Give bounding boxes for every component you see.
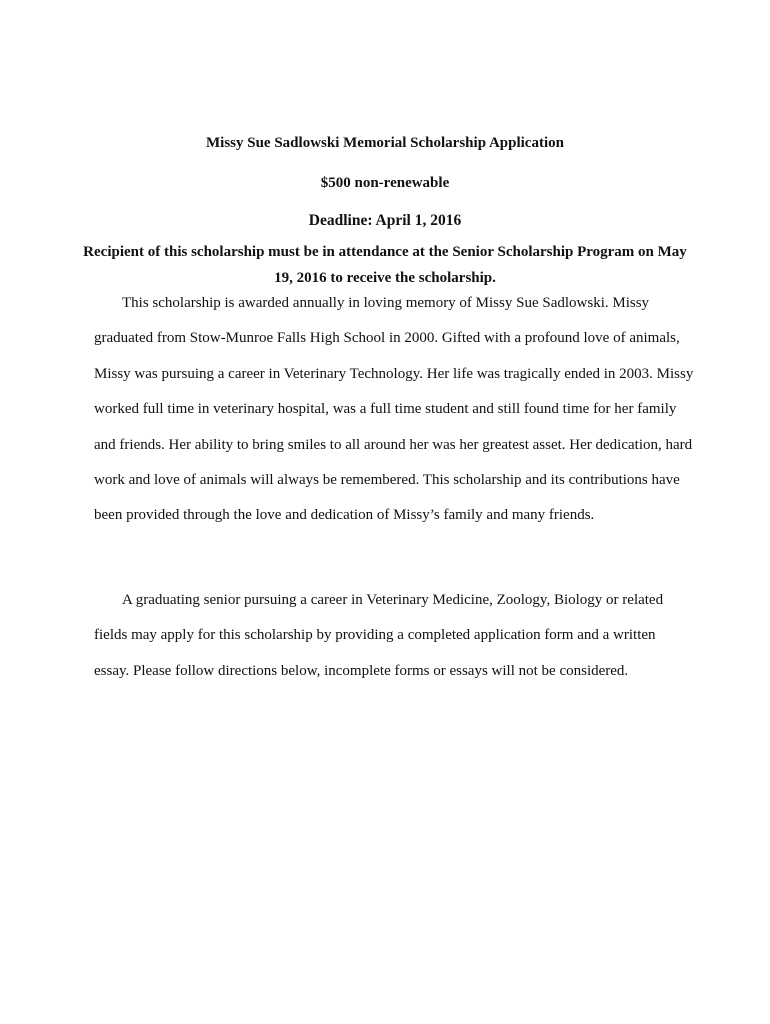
paragraph-eligibility: A graduating senior pursuing a career in Veterinary Medicine, Zoology, Biology or related fields may apply for this scholarship by providing a completed application form and a written essay. Please follow directions below, incomplete forms or essays will not be considered. [94, 592, 664, 679]
document-title: Missy Sue Sadlowski Memorial Scholarship Application [206, 135, 564, 151]
paragraph-memorial: This scholarship is awarded annually in loving memory of Missy Sue Sadlowski. Missy graduated from Stow-Munroe Falls High School in 2000. Gifted with a profound love of animals, Missy was pursuing a career in Veterinary Technology. Her life was tragically ended in 2003. Missy worked full time in veterinary hospital, was a full time student and still found time for her family and friends. Her ability to bring smiles to all around her was her greatest asset. Her dedication, hard work and love of animals will always be remembered. This scholarship and its contributions have been provided through the love and dedication of Missy’s family and many friends. [94, 295, 694, 524]
award-amount: $500 non-renewable [320, 175, 450, 191]
deadline: Deadline: April 1, 2016 [308, 212, 462, 229]
attendance-notice: Recipient of this scholarship must be in attendance at the Senior Scholarship Program on May 19, 2016 to receive the scholarship. [83, 244, 687, 286]
